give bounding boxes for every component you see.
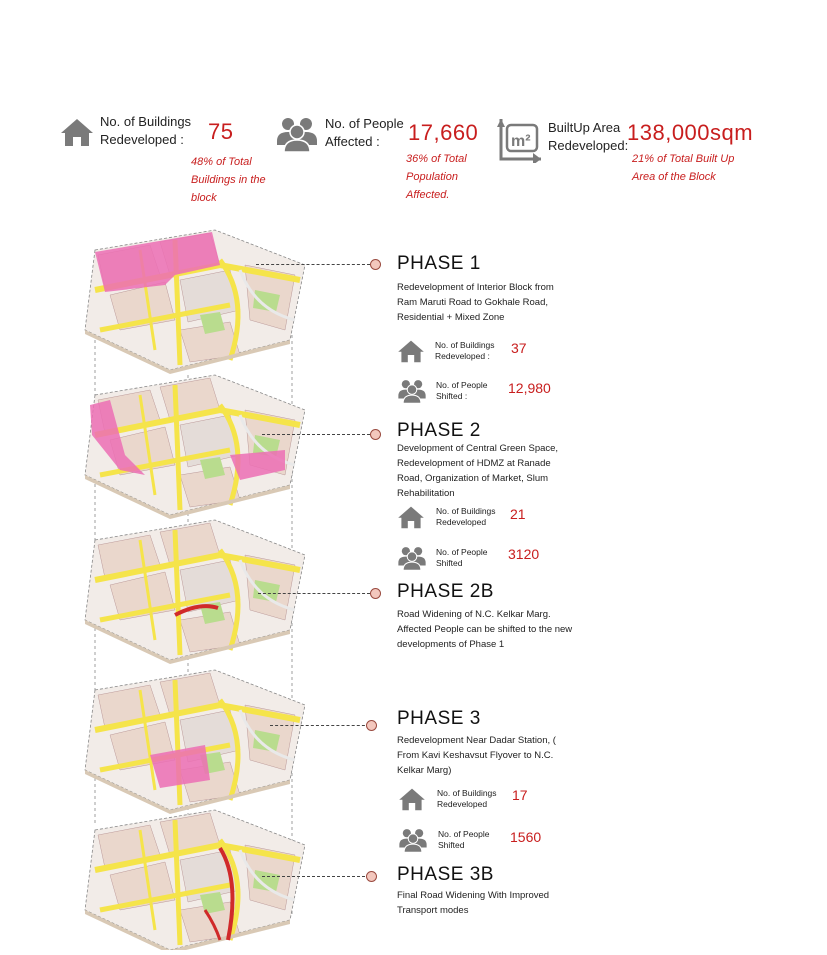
phase-2b-map: [85, 520, 305, 664]
phase-2b-desc-line: developments of Phase 1: [397, 639, 505, 650]
phase-3-desc: [397, 733, 573, 778]
phase-1-stat-1-value: 37: [511, 340, 527, 356]
phase-3b-desc: [397, 888, 573, 918]
phase-1-desc-line: Ram Maruti Road to Gokhale Road,: [397, 297, 549, 308]
phase-1-stat-2-label-2: Shifted :: [436, 391, 468, 401]
summary-area: [497, 113, 817, 193]
phase-1-stat-1-label-1: No. of Buildings: [435, 340, 495, 350]
phase-2-stat-1-label-2: Redeveloped: [436, 517, 487, 527]
phase-2-stat-2-label-1: No. of People: [436, 547, 488, 557]
summary-area-note-2: Area of the Block: [632, 171, 716, 183]
summary-people-note-1: 36% of Total: [406, 153, 467, 165]
phase-1-stat-2-label-1: No. of People: [436, 380, 488, 390]
phase-2b-desc: [397, 607, 573, 652]
phase-3b-map: [85, 810, 305, 950]
phase-2-desc-line: Rehabilitation: [397, 488, 455, 499]
summary-area-label-1: BuiltUp Area: [548, 120, 621, 135]
phase-2-stat-2-label-2: Shifted: [436, 558, 463, 568]
phase-2-desc-line: Redevelopment of HDMZ at Ranade: [397, 458, 551, 469]
phase-3-stat-2-label-2: Shifted: [438, 840, 465, 850]
phase-3-desc-line: Kelkar Marg): [397, 765, 452, 776]
phase-3b-desc-line: Transport modes: [397, 905, 469, 916]
phase-3b-title: PHASE 3B: [397, 864, 494, 885]
summary-buildings-note-2: Buildings in the: [191, 174, 266, 186]
phase-2-desc-line: Development of Central Green Space,: [397, 443, 559, 454]
phase-1-marker: [370, 259, 381, 270]
house-icon: [60, 117, 94, 147]
summary-people-label-1: No. of People: [325, 116, 404, 131]
phase-3-title: PHASE 3: [397, 708, 481, 729]
phase-3b-marker: [366, 871, 377, 882]
summary-buildings-value: 75: [208, 119, 234, 144]
phase-3-map: [85, 670, 305, 814]
phase-2-desc: [397, 441, 573, 501]
phase-2-title: PHASE 2: [397, 420, 481, 441]
phase-2b-title: PHASE 2B: [397, 581, 494, 602]
phase-1-desc-line: Residential + Mixed Zone: [397, 312, 505, 323]
phase-2b-marker: [370, 588, 381, 599]
phase-1-desc: [397, 280, 573, 325]
phase-2b-desc-line: Affected People can be shifted to the new: [397, 624, 573, 635]
phase-2-desc-line: Road, Organization of Market, Slum: [397, 473, 549, 484]
phase-3-stat-1-label-2: Redeveloped: [437, 799, 488, 809]
phase-3-desc-line: Redevelopment Near Dadar Station, (: [397, 735, 556, 746]
people-icon: [397, 545, 427, 571]
phase-3-stat-2-label-1: No. of People: [438, 829, 490, 839]
people-icon: [398, 827, 428, 853]
summary-buildings-note-1: 48% of Total: [191, 156, 252, 168]
summary-people-label-2: Affected :: [325, 134, 380, 149]
phase-2-marker: [370, 429, 381, 440]
summary-people-value: 17,660: [408, 120, 479, 145]
house-icon: [397, 339, 425, 363]
summary-people: [275, 113, 495, 208]
phase-2-stat-1-value: 21: [510, 506, 526, 522]
summary-buildings-note-3: block: [191, 192, 217, 204]
phase-3-stat-1-label-1: No. of Buildings: [437, 788, 497, 798]
phase-2-stat-2-value: 3120: [508, 546, 540, 562]
phase-3-leader: [270, 725, 370, 726]
phase-1-stat-2-value: 12,980: [508, 380, 551, 396]
phase-map-stack: [80, 225, 305, 950]
m2-icon: [497, 117, 545, 163]
house-icon: [398, 787, 426, 811]
phase-1-title: PHASE 1: [397, 253, 481, 274]
phase-1-desc-line: Redevelopment of Interior Block from: [397, 282, 554, 293]
phase-2b-leader: [258, 593, 370, 594]
phase-3-desc-line: From Kavi Keshavsut Flyover to N.C.: [397, 750, 554, 761]
summary-buildings-label-2: Redeveloped :: [100, 132, 184, 147]
phase-3b-leader: [262, 876, 370, 877]
phase-3-marker: [366, 720, 377, 731]
summary-people-note-2: Population: [406, 171, 458, 183]
summary-area-value: 138,000sqm: [627, 120, 754, 145]
summary-people-note-3: Affected.: [406, 189, 450, 201]
summary-buildings-label-1: No. of Buildings: [100, 114, 192, 129]
people-icon: [275, 115, 319, 153]
phase-1-map: [85, 230, 305, 374]
summary-buildings: [58, 113, 278, 208]
phase-2-stat-1-label-1: No. of Buildings: [436, 506, 496, 516]
phase-1-leader: [256, 264, 370, 265]
phase-3-stat-1-value: 17: [512, 787, 528, 803]
phase-3b-desc-line: Final Road Widening With Improved: [397, 890, 550, 901]
house-icon: [397, 505, 425, 529]
summary-area-label-2: Redeveloped:: [548, 138, 629, 153]
phase-1-stat-1-label-2: Redeveloped :: [435, 351, 490, 361]
phase-2-map: [85, 375, 305, 519]
phase-3-stat-2-value: 1560: [510, 829, 542, 845]
people-icon: [397, 378, 427, 404]
phase-2b-desc-line: Road Widening of N.C. Kelkar Marg.: [397, 609, 551, 620]
phase-2-leader: [262, 434, 370, 435]
m2-icon-text: m²: [511, 133, 531, 150]
summary-area-note-1: 21% of Total Built Up: [632, 153, 735, 165]
